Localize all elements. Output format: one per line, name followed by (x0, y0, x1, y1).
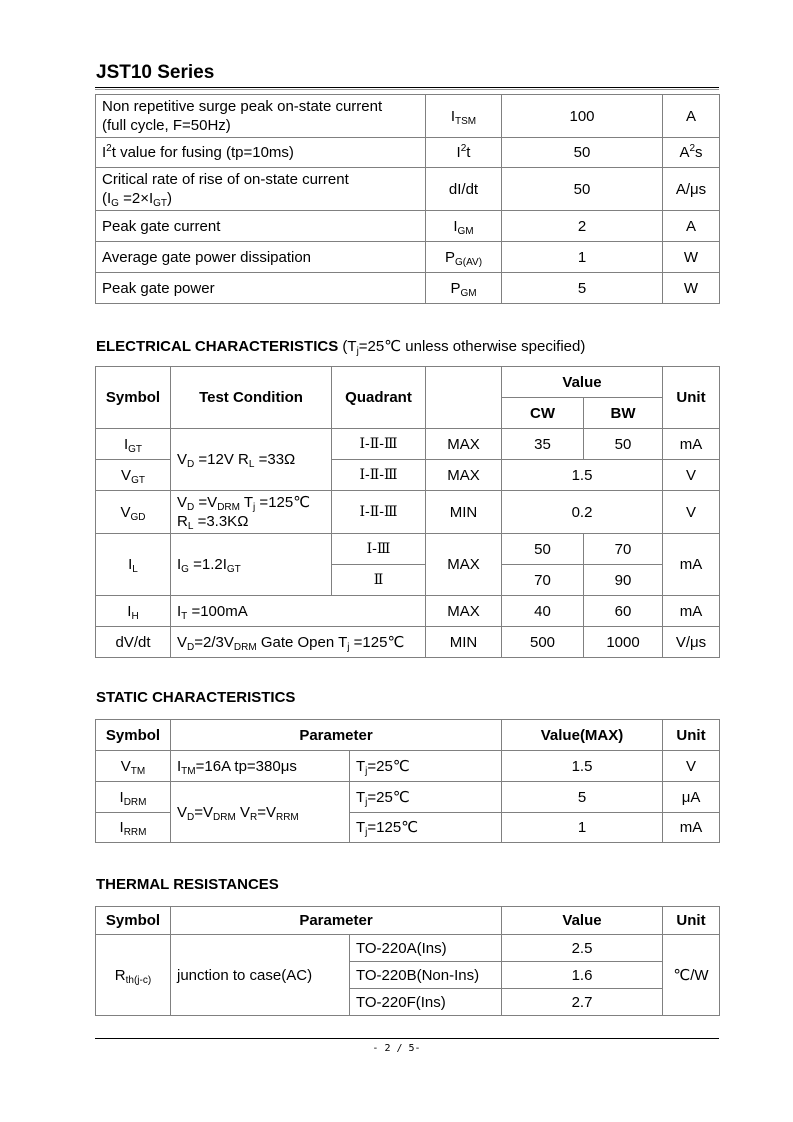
unit-cell: V (663, 751, 720, 782)
footer-rule (95, 1038, 719, 1039)
quadrant-cell: Ⅰ-Ⅱ-Ⅲ (332, 460, 426, 491)
cw-cell: 50 (502, 534, 584, 565)
bw-cell: 70 (584, 534, 663, 565)
unit-cell: W (663, 273, 720, 304)
electrical-table (95, 366, 720, 658)
table-header-row (96, 907, 720, 935)
bw-cell: 1000 (584, 627, 663, 658)
symbol-cell: $I_{TSM}$ (426, 95, 502, 138)
unit-cell: V (663, 491, 720, 534)
limit-cell: MIN (426, 627, 502, 658)
header-symbol: Symbol (96, 720, 171, 751)
value-cell: 1 (502, 813, 663, 843)
header-cw: CW (502, 398, 584, 429)
limit-cell: MAX (426, 429, 502, 460)
table-row (96, 138, 720, 168)
limit-cell: MAX (426, 534, 502, 596)
cw-cell: 70 (502, 565, 584, 596)
symbol-cell: $I_H$ (96, 596, 171, 627)
param-cell: Average gate power dissipation (96, 242, 426, 273)
unit-cell: mA (663, 429, 720, 460)
value-cell: 2.5 (502, 935, 663, 962)
value-cell: 5 (502, 782, 663, 813)
header-value: Value (502, 367, 663, 398)
value-cell: 1.6 (502, 962, 663, 989)
symbol-cell: dV/dt (96, 627, 171, 658)
symbol-cell: $V_{GT}$ (96, 460, 171, 491)
temperature-cell: $T_j=125℃$ (350, 813, 502, 843)
limit-cell: MAX (426, 460, 502, 491)
header-symbol: Symbol (96, 367, 171, 429)
symbol-cell: $V_{TM}$ (96, 751, 171, 782)
symbol-cell: $P_{G(AV)}$ (426, 242, 502, 273)
header-quadrant: Quadrant (332, 367, 426, 429)
header-limit (426, 367, 502, 429)
unit-cell: V (663, 460, 720, 491)
header-bw: BW (584, 398, 663, 429)
header-parameter: Parameter (171, 720, 502, 751)
table-header-row (96, 720, 720, 751)
table-row (96, 751, 720, 782)
condition-cell: $V_D =V_{DRM}$ $T_j$ =125℃ $R_L =3.3K\Omega$ (171, 491, 332, 534)
quadrant-cell: Ⅰ-Ⅱ-Ⅲ (332, 429, 426, 460)
value-cell: 100 (502, 95, 663, 138)
symbol-cell: $R_{th(j-c)}$ (96, 935, 171, 1016)
header-condition: Test Condition (171, 367, 332, 429)
unit-cell: mA (663, 596, 720, 627)
unit-cell: A (663, 95, 720, 138)
quadrant-cell: Ⅰ-Ⅲ (332, 534, 426, 565)
value-cell: 50 (502, 168, 663, 211)
header-value: Value(MAX) (502, 720, 663, 751)
symbol-cell: $V_{GD}$ (96, 491, 171, 534)
table-row (96, 429, 720, 460)
package-cell: TO-220B(Non-Ins) (350, 962, 502, 989)
symbol-cell: $I_L$ (96, 534, 171, 596)
temperature-cell: $T_j=25℃$ (350, 782, 502, 813)
unit-cell: W (663, 242, 720, 273)
symbol-cell: dI/dt (426, 168, 502, 211)
thermal-table (95, 906, 720, 1016)
unit-cell: μA (663, 782, 720, 813)
table-row (96, 596, 720, 627)
ratings-table (95, 94, 720, 304)
electrical-note: ($T_j=25℃$ unless otherwise specified) (338, 338, 586, 357)
table-header-row (96, 367, 720, 398)
unit-cell: A (663, 211, 720, 242)
parameter-cell: $V_D=V_{DRM}$ $V_R=V_{RRM}$ (171, 782, 350, 843)
symbol-cell: $P_{GM}$ (426, 273, 502, 304)
thermal-section-title: THERMAL RESISTANCES (96, 876, 279, 893)
table-row (96, 782, 720, 813)
unit-cell: V/μs (663, 627, 720, 658)
condition-cell: $V_D =12V$ $R_L =33\Omega$ (171, 429, 332, 491)
header-value: Value (502, 907, 663, 935)
condition-cell: $I_G =1.2I_{GT}$ (171, 534, 332, 596)
table-row (96, 935, 720, 962)
page-title: JST10 Series (96, 62, 215, 83)
condition-cell: $V_D=2/3V_{DRM}$ Gate Open $T_j$ =125℃ (171, 627, 426, 658)
header-unit: Unit (663, 720, 720, 751)
limit-cell: MAX (426, 596, 502, 627)
table-row (96, 273, 720, 304)
cw-cell: 35 (502, 429, 584, 460)
table-row (96, 95, 720, 138)
value-cell: 0.2 (502, 491, 663, 534)
bw-cell: 50 (584, 429, 663, 460)
unit-cell: mA (663, 813, 720, 843)
package-cell: TO-220F(Ins) (350, 989, 502, 1016)
header-symbol: Symbol (96, 907, 171, 935)
bw-cell: 60 (584, 596, 663, 627)
param-cell: Peak gate current (96, 211, 426, 242)
header-parameter: Parameter (171, 907, 502, 935)
param-cell: Critical rate of rise of on-state current $(I_G =2\times I_{GT})$ (96, 168, 426, 211)
quadrant-cell: Ⅰ-Ⅱ-Ⅲ (332, 491, 426, 534)
value-cell: 1 (502, 242, 663, 273)
header-rule (95, 87, 719, 90)
condition-cell: $I_T =100mA$ (171, 596, 426, 627)
symbol-cell: $I_{GT}$ (96, 429, 171, 460)
cw-cell: 40 (502, 596, 584, 627)
param-cell: Peak gate power (96, 273, 426, 304)
unit-cell: A/μs (663, 168, 720, 211)
static-table (95, 719, 720, 843)
value-cell: 2.7 (502, 989, 663, 1016)
symbol-cell: $I_{RRM}$ (96, 813, 171, 843)
electrical-section-title: ELECTRICAL CHARACTERISTICS ($T_j=25℃$ unless otherwise specified) (96, 338, 586, 357)
param-cell: $I^2t$ value for fusing (tp=10ms) (96, 138, 426, 168)
header-unit: Unit (663, 367, 720, 429)
symbol-cell: $I_{DRM}$ (96, 782, 171, 813)
table-row (96, 627, 720, 658)
value-cell: 5 (502, 273, 663, 304)
symbol-cell: $I_{GM}$ (426, 211, 502, 242)
table-row (96, 534, 720, 565)
parameter-cell: junction to case(AC) (171, 935, 350, 1016)
table-row (96, 491, 720, 534)
param-cell: Non repetitive surge peak on-state current (full cycle, F=50Hz) (96, 95, 426, 138)
unit-cell: $A^2s$ (663, 138, 720, 168)
unit-cell: mA (663, 534, 720, 596)
temperature-cell: $T_j=25℃$ (350, 751, 502, 782)
cw-cell: 500 (502, 627, 584, 658)
symbol-cell: $I^2t$ (426, 138, 502, 168)
static-section-title: STATIC CHARACTERISTICS (96, 689, 296, 706)
table-row (96, 211, 720, 242)
page-number: - 2 / 5- (372, 1043, 421, 1054)
value-cell: 50 (502, 138, 663, 168)
limit-cell: MIN (426, 491, 502, 534)
value-cell: 2 (502, 211, 663, 242)
quadrant-cell: Ⅱ (332, 565, 426, 596)
unit-cell: ℃/W (663, 935, 720, 1016)
parameter-cell: $I_{TM}=16A$ tp=380μs (171, 751, 350, 782)
value-cell: 1.5 (502, 751, 663, 782)
bw-cell: 90 (584, 565, 663, 596)
table-row (96, 242, 720, 273)
table-row (96, 168, 720, 211)
header-unit: Unit (663, 907, 720, 935)
package-cell: TO-220A(Ins) (350, 935, 502, 962)
value-cell: 1.5 (502, 460, 663, 491)
